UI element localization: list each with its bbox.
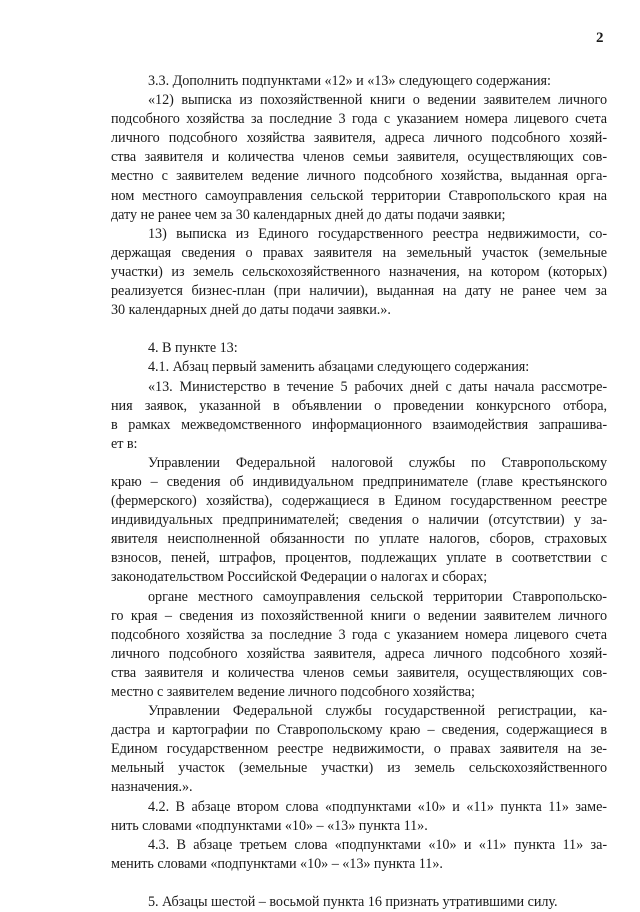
text-line: менить словами «подпунктами «10» – «13» пункта 11». xyxy=(111,855,443,872)
text-line: мельный участок (земельные участки) из земель сельскохозяйственного xyxy=(111,760,607,777)
paragraph-p4 xyxy=(111,339,607,358)
text-line: законодательством Российской Федерации о налогах и сборах; xyxy=(111,569,488,586)
text-line: го края – сведения из похозяйственной книги о ведении заявителем личного xyxy=(111,607,607,624)
paragraph-p-local xyxy=(111,588,607,703)
text-line: Управлении Федеральной службы государственной регистрации, ка- xyxy=(148,703,607,720)
text-line: 13) выписка из Единого государственного реестра недвижимости, со- xyxy=(148,225,607,242)
paragraph-p-fns xyxy=(111,454,607,588)
text-line: местно с заявителем ведение личного подсобного хозяйства, выданная орга- xyxy=(111,168,607,185)
text-line: «13. Министерство в течение 5 рабочих дней с даты начала рассмотре- xyxy=(148,378,607,395)
paragraph-p4-1 xyxy=(111,358,607,377)
text-line: личного подсобного хозяйства заявителя, адреса личного подсобного хозяй- xyxy=(111,645,607,662)
text-line: 4.2. В абзаце втором слова «подпунктами «10» и «11» пункта 11» заме- xyxy=(148,798,607,815)
text-line: участки) из земель сельскохозяйственного назначения, на котором (которых) xyxy=(111,263,607,280)
document-body xyxy=(111,72,607,912)
text-line: краю – сведения об индивидуальном предпринимателе (главе крестьянского xyxy=(111,473,607,490)
text-line: реализуется бизнес-план (при наличии), выданная на дату не ранее чем за xyxy=(111,283,607,300)
text-line: дастра и картографии по Ставропольскому краю – сведения, содержащиеся в xyxy=(111,722,607,739)
text-line: подсобного хозяйства за последние 3 года с указанием номера лицевого счета xyxy=(111,111,607,128)
text-line: ния заявок, указанной в объявлении о проведении конкурсного отбора, xyxy=(111,397,607,414)
paragraph-p-rosreestr xyxy=(111,702,607,797)
text-line: местно с заявителем ведение личного подсобного хозяйства; xyxy=(111,684,475,700)
text-line: держащая сведения о правах заявителя на земельный участок (земельные xyxy=(111,244,607,261)
text-line: индивидуальных предпринимателей; сведения о наличии (отсутствии) у за- xyxy=(111,512,607,529)
text-line: 4. В пункте 13: xyxy=(148,340,238,357)
text-line: ства заявителя и количества членов семьи заявителя, осуществляющих сов- xyxy=(111,149,607,166)
page-number: 2 xyxy=(596,30,604,46)
paragraph-p13 xyxy=(111,225,607,320)
paragraph-p12 xyxy=(111,91,607,225)
text-line: органе местного самоуправления сельской территории Ставропольско- xyxy=(148,588,607,605)
text-line: подсобного хозяйства за последние 3 года с указанием номера лицевого счета xyxy=(111,626,607,643)
text-line: в рамках межведомственного информационного взаимодействия запрашива- xyxy=(111,416,607,433)
text-line: ет в: xyxy=(111,435,138,452)
text-line: Управлении Федеральной налоговой службы по Ставропольскому xyxy=(148,454,607,471)
text-line: личного подсобного хозяйства заявителя, адреса личного подсобного хозяй- xyxy=(111,130,607,147)
text-line: нить словами «подпунктами «10» – «13» пункта 11». xyxy=(111,817,428,834)
paragraph-p4-2 xyxy=(111,798,607,836)
text-line: 5. Абзацы шестой – восьмой пункта 16 признать утратившими силу. xyxy=(148,894,558,911)
text-line: явителя неисполненной обязанности по уплате налогов, сборов, страховых xyxy=(111,531,607,548)
paragraph-p4-3 xyxy=(111,836,607,874)
text-line: 30 календарных дней до даты подачи заявки.». xyxy=(111,302,391,319)
paragraph-gap xyxy=(111,320,607,339)
text-line: назначения.». xyxy=(111,779,193,796)
paragraph-p3-3 xyxy=(111,72,607,91)
text-line: (фермерского) хозяйства), содержащиеся в Едином государственном реестре xyxy=(111,493,607,510)
text-line: 3.3. Дополнить подпунктами «12» и «13» следующего содержания: xyxy=(148,73,551,89)
text-line: «12) выписка из похозяйственной книги о ведении заявителем личного xyxy=(148,92,607,109)
text-line: взносов, пеней, штрафов, процентов, подлежащих уплате в соответствии с xyxy=(111,550,607,567)
text-line: дату не ранее чем за 30 календарных дней до даты подачи заявки; xyxy=(111,206,506,223)
paragraph-p5 xyxy=(111,893,607,912)
paragraph-gap xyxy=(111,874,607,893)
text-line: ном местного самоуправления сельской территории Ставропольского края на xyxy=(111,187,607,204)
text-line: 4.3. В абзаце третьем слова «подпунктами «10» и «11» пункта 11» за- xyxy=(148,836,607,853)
paragraph-p13-main xyxy=(111,378,607,454)
text-line: 4.1. Абзац первый заменить абзацами следующего содержания: xyxy=(148,359,530,376)
text-line: ства заявителя и количества членов семьи заявителя, осуществляющих сов- xyxy=(111,664,607,681)
text-line: Едином государственном реестре недвижимости, о правах заявителя на зе- xyxy=(111,741,607,758)
